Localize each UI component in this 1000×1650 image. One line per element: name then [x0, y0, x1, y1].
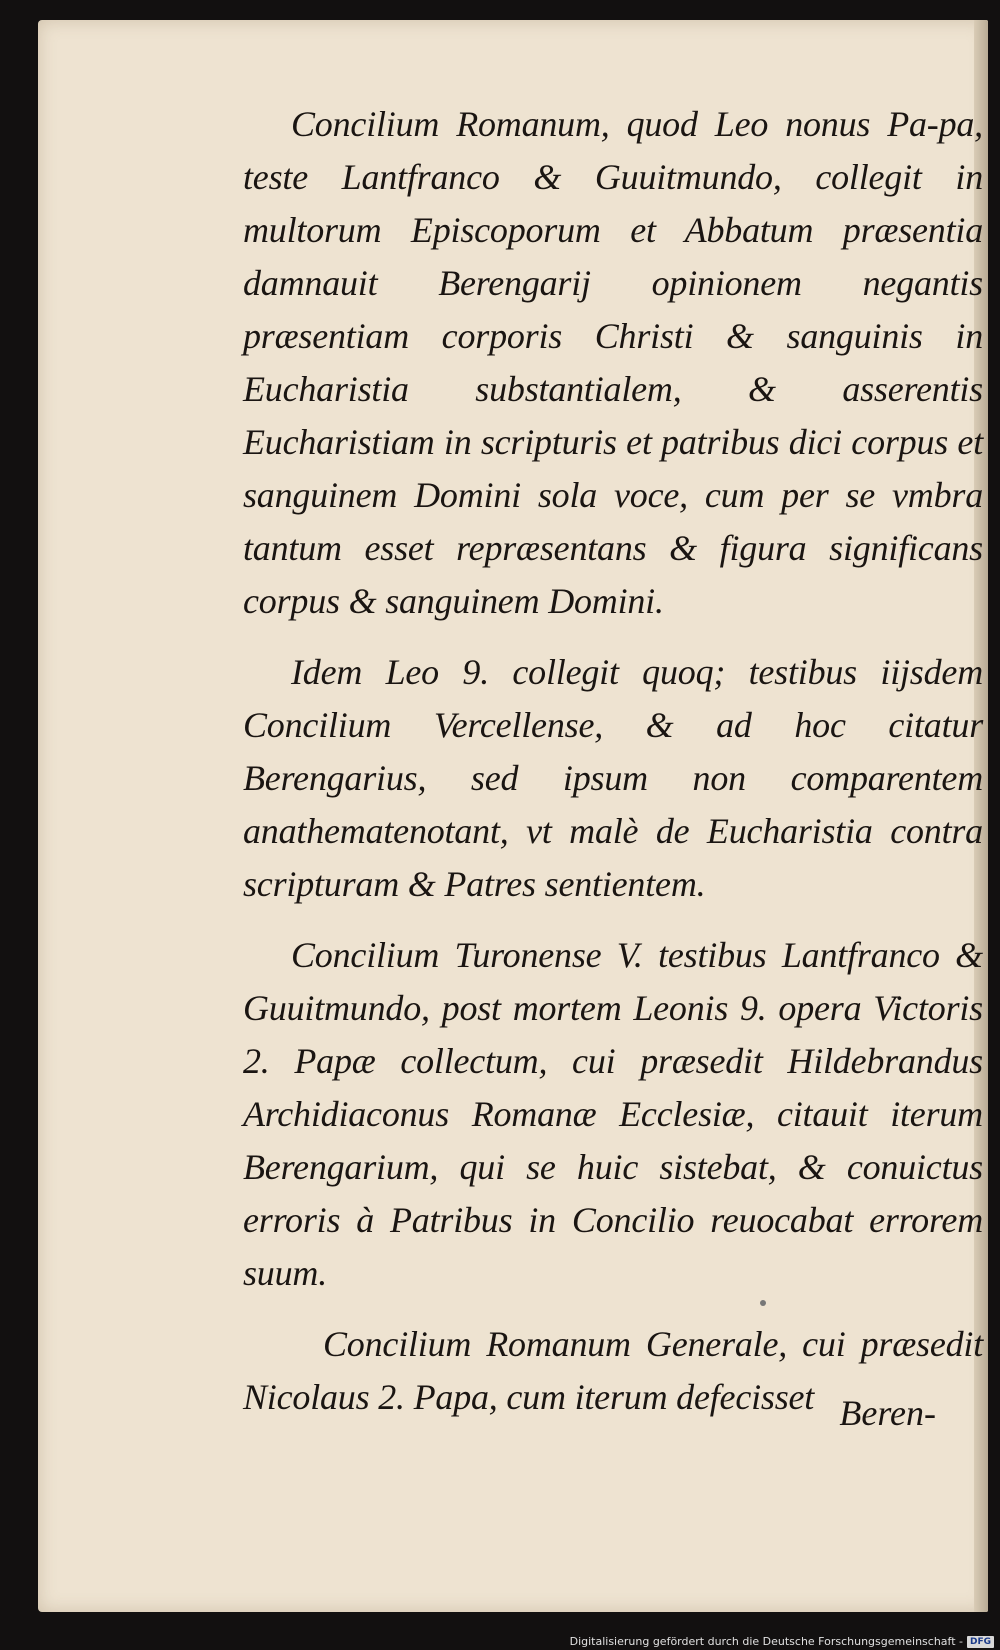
book-page [38, 20, 988, 1612]
footer-text: Digitalisierung gefördert durch die Deutsche Forschungsgemeinschaft - [569, 1635, 963, 1648]
ink-speck [760, 1300, 766, 1306]
paragraph-4: Concilium Romanum Generale, cui præsedit Nicolaus 2. Papa, cum iterum defecisset [243, 1324, 983, 1417]
paragraph-2: Idem Leo 9. collegit quoq; testibus iijsdem Concilium Vercellense, & ad hoc citatur Berengarius, sed ipsum non comparentem anathematenotant, vt malè de Eucharistia contra scripturam & Patres sentientem. [243, 652, 983, 904]
digitization-footer [570, 1635, 994, 1648]
text-block [243, 98, 983, 1424]
paragraph-3: Concilium Turonense V. testibus Lantfranco & Guuitmundo, post mortem Leonis 9. opera Victoris 2. Papæ collectum, cui præsedit Hildebrandus Archidiaconus Romanæ Ecclesiæ, citauit iterum Berengarium, qui se huic sistebat, & conuictus erroris à Patribus in Concilio reuocabat errorem suum. [243, 935, 983, 1293]
paragraph-1: Concilium Romanum, quod Leo nonus Pa-pa, teste Lantfranco & Guuitmundo, collegit in multorum Episcoporum et Abbatum præsentia damnauit Berengarij opinionem negantis præsentiam corporis Christi & sanguinis in Eucharistia substantialem, & asserentis Eucharistiam in scripturis et patribus dici corpus et sanguinem Domini sola voce, cum per se vmbra tantum esset repræsentans & figura significans corpus & sanguinem Domini. [243, 104, 983, 621]
catchword: Beren- [839, 1393, 936, 1433]
dfg-logo: DFG [967, 1636, 994, 1648]
